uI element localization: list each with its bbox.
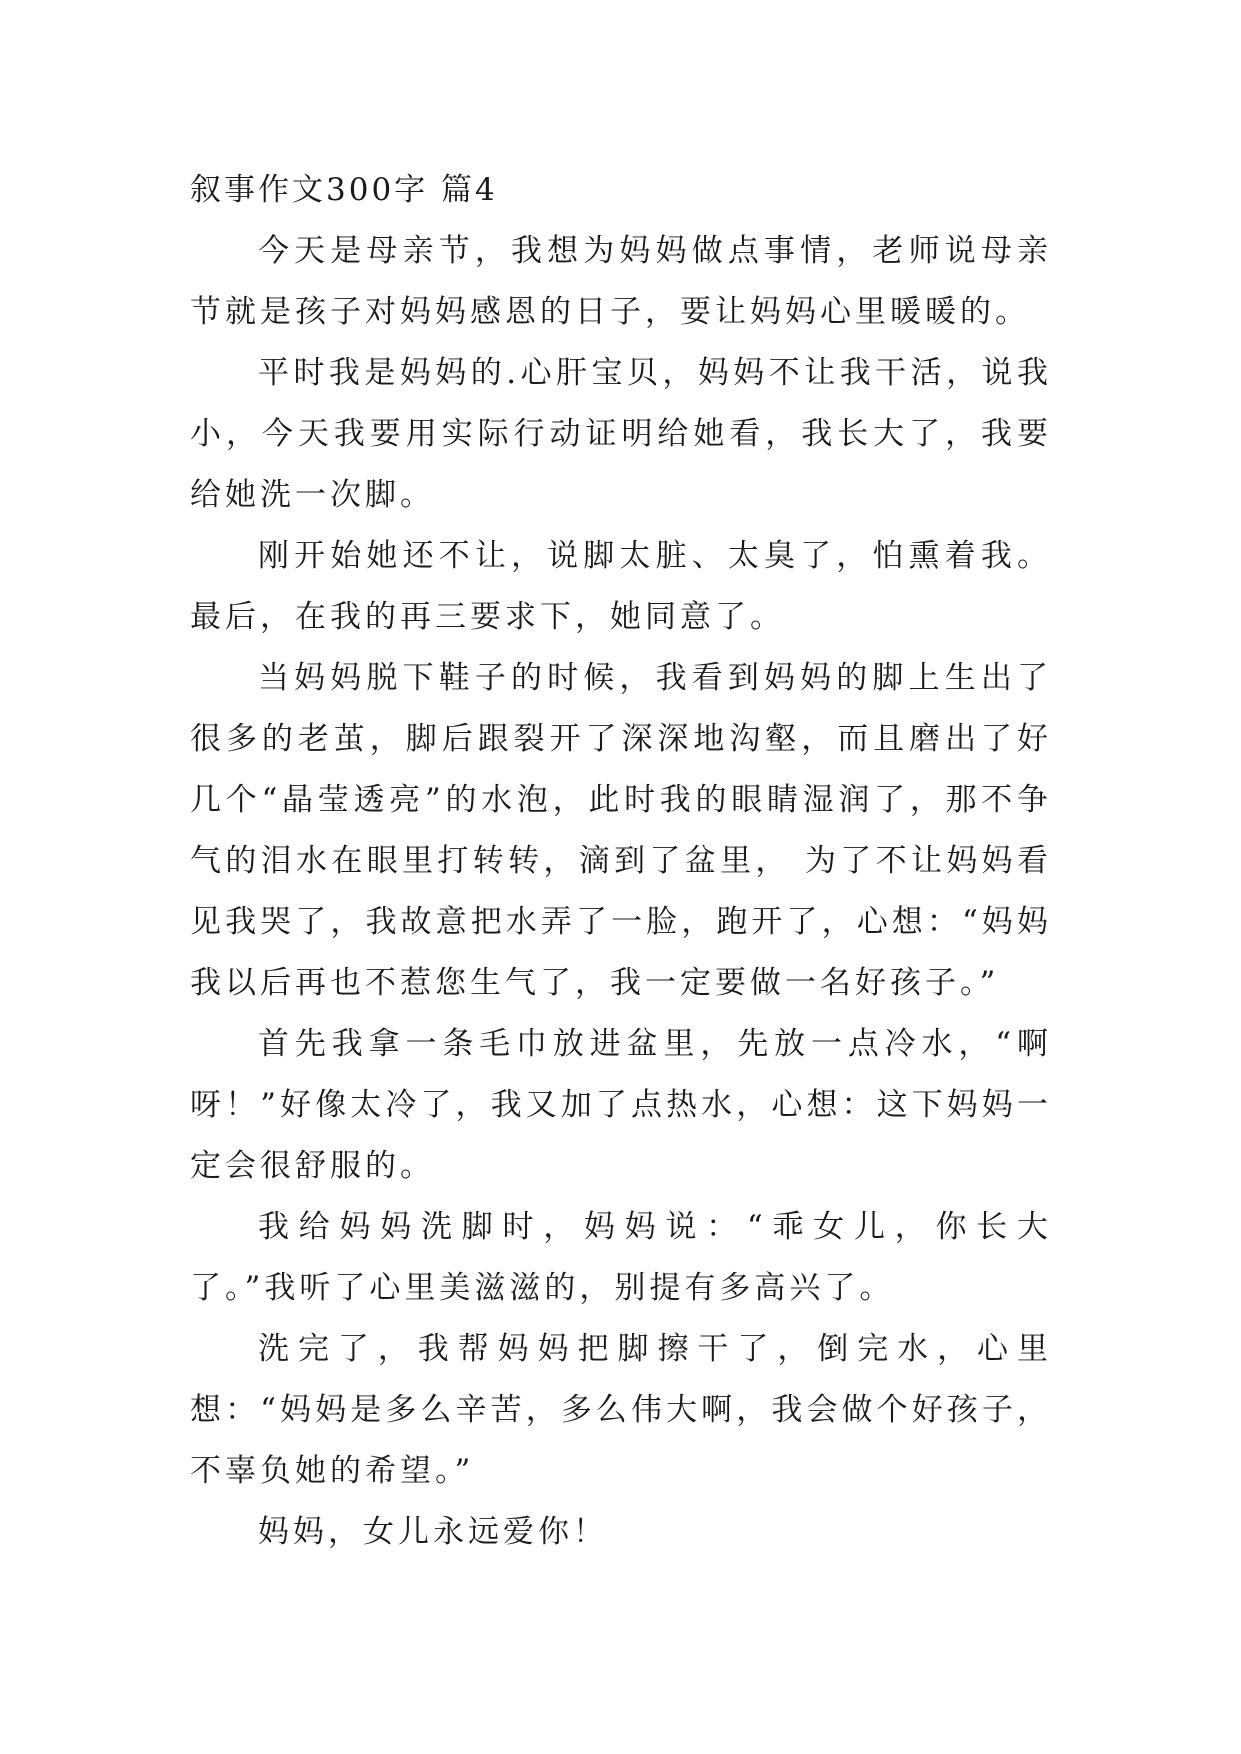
paragraph-3: 刚开始她还不让，说脚太脏、太臭了，怕熏着我。最后，在我的再三要求下，她同意了。 xyxy=(190,538,1052,635)
paragraph-2: 平时我是妈妈的.心肝宝贝，妈妈不让我干活，说我小，今天我要用实际行动证明给她看，我长大了，我要给她洗一次脚。 xyxy=(190,355,1052,513)
paragraph-5: 首先我拿一条毛巾放进盆里，先放一点冷水，“啊呀！”好像太冷了，我又加了点热水，心想：这下妈妈一定会很舒服的。 xyxy=(190,1026,1052,1184)
paragraph-1: 今天是母亲节，我想为妈妈做点事情，老师说母亲节就是孩子对妈妈感恩的日子，要让妈妈心里暖暖的。 xyxy=(190,233,1052,330)
document-body xyxy=(190,160,1052,1563)
paragraph-4: 当妈妈脱下鞋子的时候，我看到妈妈的脚上生出了很多的老茧，脚后跟裂开了深深地沟壑，而且磨出了好几个“晶莹透亮”的水泡，此时我的眼睛湿润了，那不争气的泪水在眼里打转转，滴到了盆里， 为了不让妈妈看见我哭了，我故意把水弄了一脸，跑开了，心想：“妈妈我以后再也不惹您生气了，我一定要做一名好孩子。” xyxy=(190,660,1052,1001)
paragraph-6: 我给妈妈洗脚时，妈妈说：“乖女儿，你长大了。”我听了心里美滋滋的，别提有多高兴了。 xyxy=(190,1209,1052,1306)
paragraph-8: 妈妈，女儿永远爱你！ xyxy=(258,1514,608,1550)
paragraph-7: 洗完了，我帮妈妈把脚擦干了，倒完水，心里想：“妈妈是多么辛苦，多么伟大啊，我会做个好孩子，不辜负她的希望。” xyxy=(190,1331,1052,1489)
essay-title: 叙事作文300字 篇4 xyxy=(190,172,498,208)
